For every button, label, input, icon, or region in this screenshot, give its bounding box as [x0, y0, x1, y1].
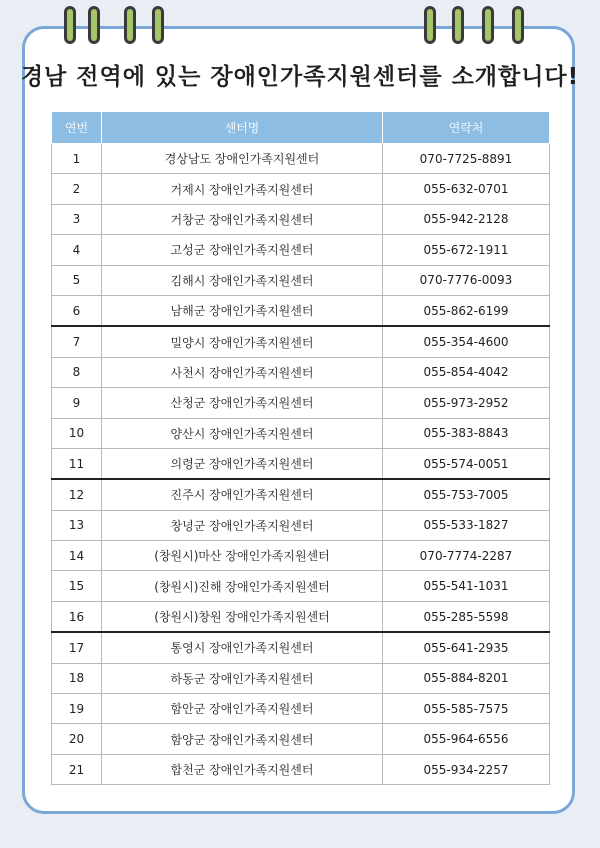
phone-number: 055-973-2952: [383, 388, 550, 418]
binder-ring-icon: [452, 6, 464, 44]
phone-number: 055-753-7005: [383, 479, 550, 510]
table-row: [52, 448, 550, 479]
table-row: [52, 601, 550, 632]
table-row: [52, 632, 550, 663]
center-name: 거제시 장애인가족지원센터: [102, 174, 383, 204]
row-number: 12: [52, 479, 102, 510]
phone-number: 055-964-6556: [383, 724, 550, 754]
phone-number: 055-672-1911: [383, 235, 550, 265]
table-row: [52, 265, 550, 295]
page-title: 경남 전역에 있는 장애인가족지원센터를 소개합니다!: [20, 64, 580, 90]
phone-number: 055-383-8843: [383, 418, 550, 448]
center-name: 거창군 장애인가족지원센터: [102, 204, 383, 234]
phone-number: 070-7776-0093: [383, 265, 550, 295]
center-name: (창원시)창원 장애인가족지원센터: [102, 601, 383, 632]
row-number: 7: [52, 326, 102, 357]
center-table: [51, 111, 550, 785]
row-number: 18: [52, 663, 102, 693]
header-center-name: 센터명: [102, 112, 383, 144]
center-name: 밀양시 장애인가족지원센터: [102, 326, 383, 357]
table-row: [52, 541, 550, 571]
phone-number: 055-285-5598: [383, 601, 550, 632]
table-row: [52, 235, 550, 265]
table-row: [52, 295, 550, 326]
table-row: [52, 694, 550, 724]
center-name: 의령군 장애인가족지원센터: [102, 448, 383, 479]
center-name: 합천군 장애인가족지원센터: [102, 754, 383, 784]
row-number: 6: [52, 295, 102, 326]
row-number: 15: [52, 571, 102, 601]
phone-number: 055-641-2935: [383, 632, 550, 663]
binder-ring-icon: [152, 6, 164, 44]
table-row: [52, 479, 550, 510]
center-name: 진주시 장애인가족지원센터: [102, 479, 383, 510]
phone-number: 055-533-1827: [383, 510, 550, 540]
center-name: 양산시 장애인가족지원센터: [102, 418, 383, 448]
table-row: [52, 326, 550, 357]
row-number: 5: [52, 265, 102, 295]
row-number: 13: [52, 510, 102, 540]
table-row: [52, 357, 550, 387]
row-number: 11: [52, 448, 102, 479]
center-name: 고성군 장애인가족지원센터: [102, 235, 383, 265]
phone-number: 055-862-6199: [383, 295, 550, 326]
row-number: 19: [52, 694, 102, 724]
center-name: (창원시)마산 장애인가족지원센터: [102, 541, 383, 571]
center-name: 김해시 장애인가족지원센터: [102, 265, 383, 295]
center-name: 남해군 장애인가족지원센터: [102, 295, 383, 326]
row-number: 14: [52, 541, 102, 571]
phone-number: 055-854-4042: [383, 357, 550, 387]
row-number: 8: [52, 357, 102, 387]
row-number: 4: [52, 235, 102, 265]
binder-ring-icon: [88, 6, 100, 44]
row-number: 20: [52, 724, 102, 754]
phone-number: 055-934-2257: [383, 754, 550, 784]
phone-number: 055-884-8201: [383, 663, 550, 693]
phone-number: 070-7725-8891: [383, 144, 550, 174]
phone-number: 055-585-7575: [383, 694, 550, 724]
row-number: 21: [52, 754, 102, 784]
table-row: [52, 724, 550, 754]
row-number: 1: [52, 144, 102, 174]
center-name: 사천시 장애인가족지원센터: [102, 357, 383, 387]
center-name: (창원시)진해 장애인가족지원센터: [102, 571, 383, 601]
binder-ring-icon: [64, 6, 76, 44]
phone-number: 055-632-0701: [383, 174, 550, 204]
center-name: 함안군 장애인가족지원센터: [102, 694, 383, 724]
table-row: [52, 388, 550, 418]
binder-ring-icon: [124, 6, 136, 44]
row-number: 2: [52, 174, 102, 204]
center-name: 함양군 장애인가족지원센터: [102, 724, 383, 754]
table-row: [52, 571, 550, 601]
phone-number: 055-574-0051: [383, 448, 550, 479]
phone-number: 070-7774-2287: [383, 541, 550, 571]
center-name: 통영시 장애인가족지원센터: [102, 632, 383, 663]
row-number: 17: [52, 632, 102, 663]
table-row: [52, 418, 550, 448]
header-number: 연번: [52, 112, 102, 144]
table-row: [52, 663, 550, 693]
binder-ring-icon: [482, 6, 494, 44]
phone-number: 055-942-2128: [383, 204, 550, 234]
center-name: 경상남도 장애인가족지원센터: [102, 144, 383, 174]
center-name: 하동군 장애인가족지원센터: [102, 663, 383, 693]
binder-ring-icon: [424, 6, 436, 44]
table-row: [52, 754, 550, 784]
binder-ring-icon: [512, 6, 524, 44]
table-row: [52, 510, 550, 540]
center-name: 창녕군 장애인가족지원센터: [102, 510, 383, 540]
table-header-row: [52, 112, 550, 144]
row-number: 3: [52, 204, 102, 234]
phone-number: 055-541-1031: [383, 571, 550, 601]
table-row: [52, 144, 550, 174]
center-name: 산청군 장애인가족지원센터: [102, 388, 383, 418]
phone-number: 055-354-4600: [383, 326, 550, 357]
row-number: 16: [52, 601, 102, 632]
header-contact: 연락처: [383, 112, 550, 144]
row-number: 10: [52, 418, 102, 448]
table-row: [52, 204, 550, 234]
row-number: 9: [52, 388, 102, 418]
table-row: [52, 174, 550, 204]
